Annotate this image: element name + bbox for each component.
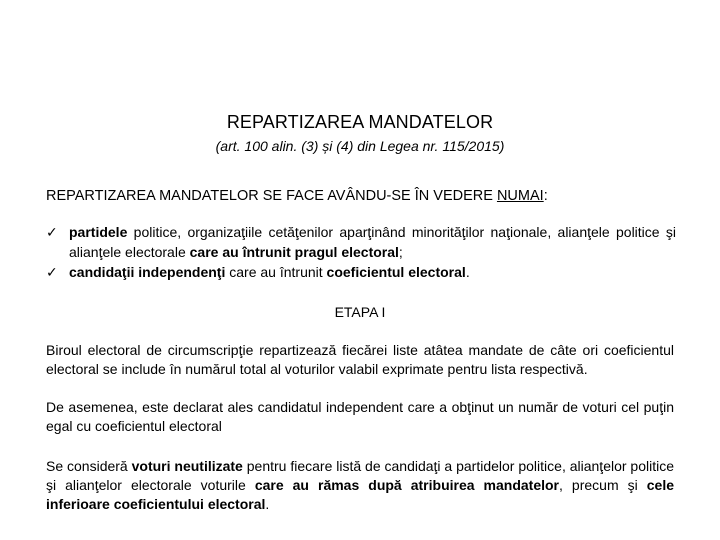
paragraph-text: , precum şi [559, 477, 647, 493]
item-text: . [465, 264, 470, 280]
paragraph-bold: care au rămas după atribuirea mandatelor [254, 477, 560, 493]
paragraph-allocation: Biroul electoral de circumscripţie repartizează fiecărei liste atâtea mandate de câte ori coeficientul electoral se include în numărul total al voturilor valabil exprimate pentru lista respectivă. [46, 342, 674, 377]
list-item [46, 222, 676, 262]
item-text: politice, organizaţiile cetăţenilor aparţinând minorităţilor naţionale, alianţele politice şi alianţele electorale [69, 224, 676, 260]
eligibility-list [46, 222, 676, 282]
item-bold: care au întrunit pragul electoral [189, 244, 399, 260]
legal-reference: (art. 100 alin. (3) și (4) din Legea nr. 115/2015) [215, 138, 505, 154]
check-icon: ✓ [46, 224, 58, 240]
check-icon: ✓ [46, 264, 58, 280]
paragraph-text: . [265, 496, 270, 512]
page-title: REPARTIZAREA MANDATELOR [226, 112, 494, 132]
paragraph-bold: cele inferioare coeficientului electoral [46, 477, 674, 512]
lead-emphasis: NUMAI [496, 188, 544, 204]
paragraph-text: Se consideră [46, 458, 132, 474]
item-text: care au întrunit [225, 264, 327, 280]
item-text: ; [398, 244, 403, 260]
item-bold: candidaţii independenţi [69, 264, 226, 280]
lead-statement [46, 187, 686, 205]
paragraph-text: pentru fiecare listă de candidaţi a partidelor politice, alianţelor politice şi alianţelor electorale voturile [46, 458, 675, 493]
stage-heading: ETAPA I [334, 304, 386, 320]
paragraph-bold: voturi neutilizate [131, 458, 243, 474]
lead-suffix: : [543, 188, 548, 204]
paragraph-unused-votes [46, 457, 674, 514]
paragraph-independent: De asemenea, este declarat ales candidatul independent care a obţinut un număr de voturi cel puţin egal cu coeficientul electoral [46, 399, 674, 434]
list-item [46, 262, 676, 282]
item-bold: partidele [69, 224, 128, 240]
item-bold: coeficientul electoral [326, 264, 466, 280]
lead-text: REPARTIZAREA MANDATELOR SE FACE AVÂNDU-SE ÎN VEDERE [46, 188, 497, 204]
